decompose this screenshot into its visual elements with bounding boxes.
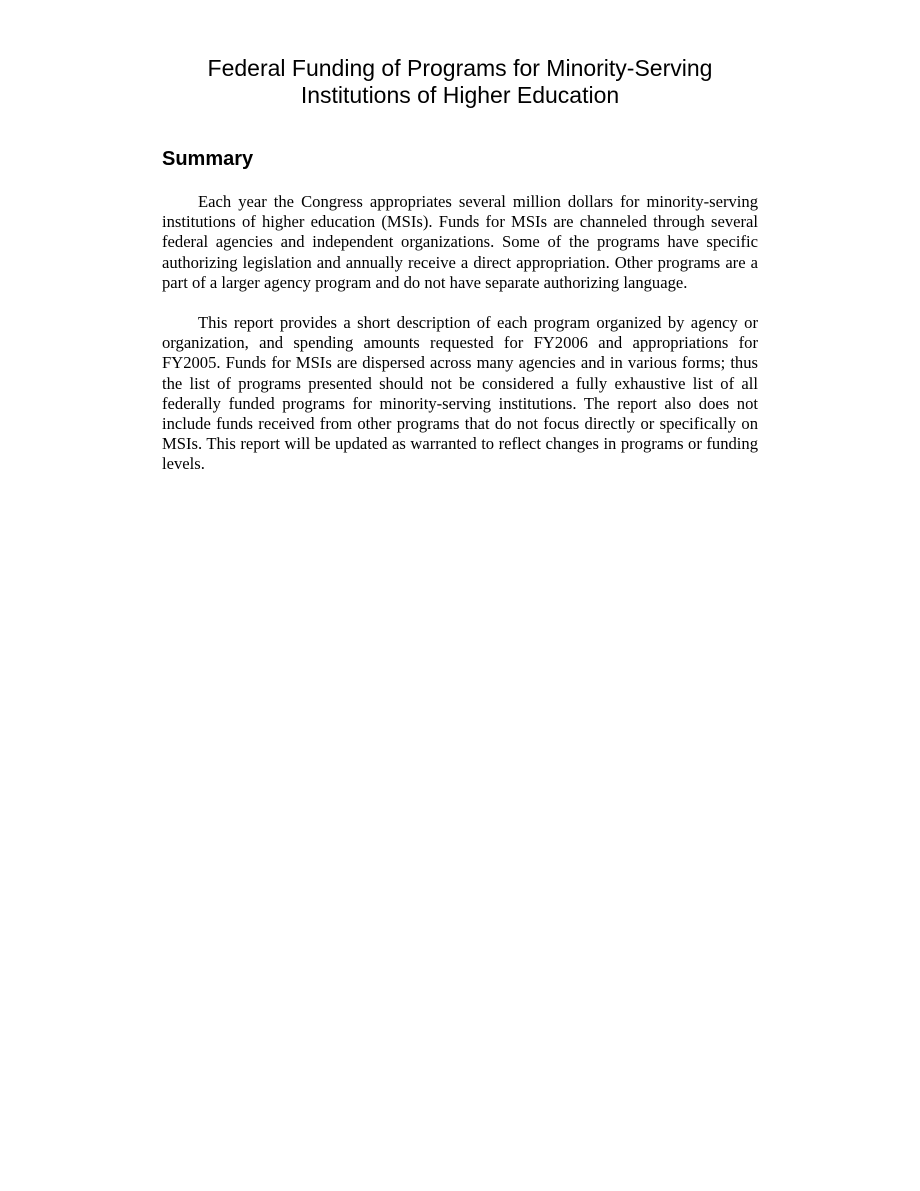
summary-paragraph-1: Each year the Congress appropriates several million dollars for minority-serving institutions of higher education (MSIs). Funds for MSIs are channeled through several federal agencies and independent organizations. Some of the programs have specific authorizing legislation and annually receive a direct appropriation. Other programs are a part of a larger agency program and do not have separate authorizing language. [162, 192, 758, 292]
summary-heading: Summary [162, 148, 254, 170]
document-title-line-2: Institutions of Higher Education [300, 82, 620, 108]
document-title [162, 55, 758, 109]
document-page [162, 55, 758, 475]
document-title-line-1: Federal Funding of Programs for Minority-Serving [207, 55, 713, 81]
summary-paragraph-2: This report provides a short description of each program organized by agency or organization, and spending amounts requested for FY2006 and appropriations for FY2005. Funds for MSIs are dispersed across many agencies and in various forms; thus the list of programs presented should not be considered a fully exhaustive list of all federally funded programs for minority-serving institutions. The report also does not include funds received from other programs that do not focus directly or specifically on MSIs. This report will be updated as warranted to reflect changes in programs or funding levels. [162, 313, 758, 474]
